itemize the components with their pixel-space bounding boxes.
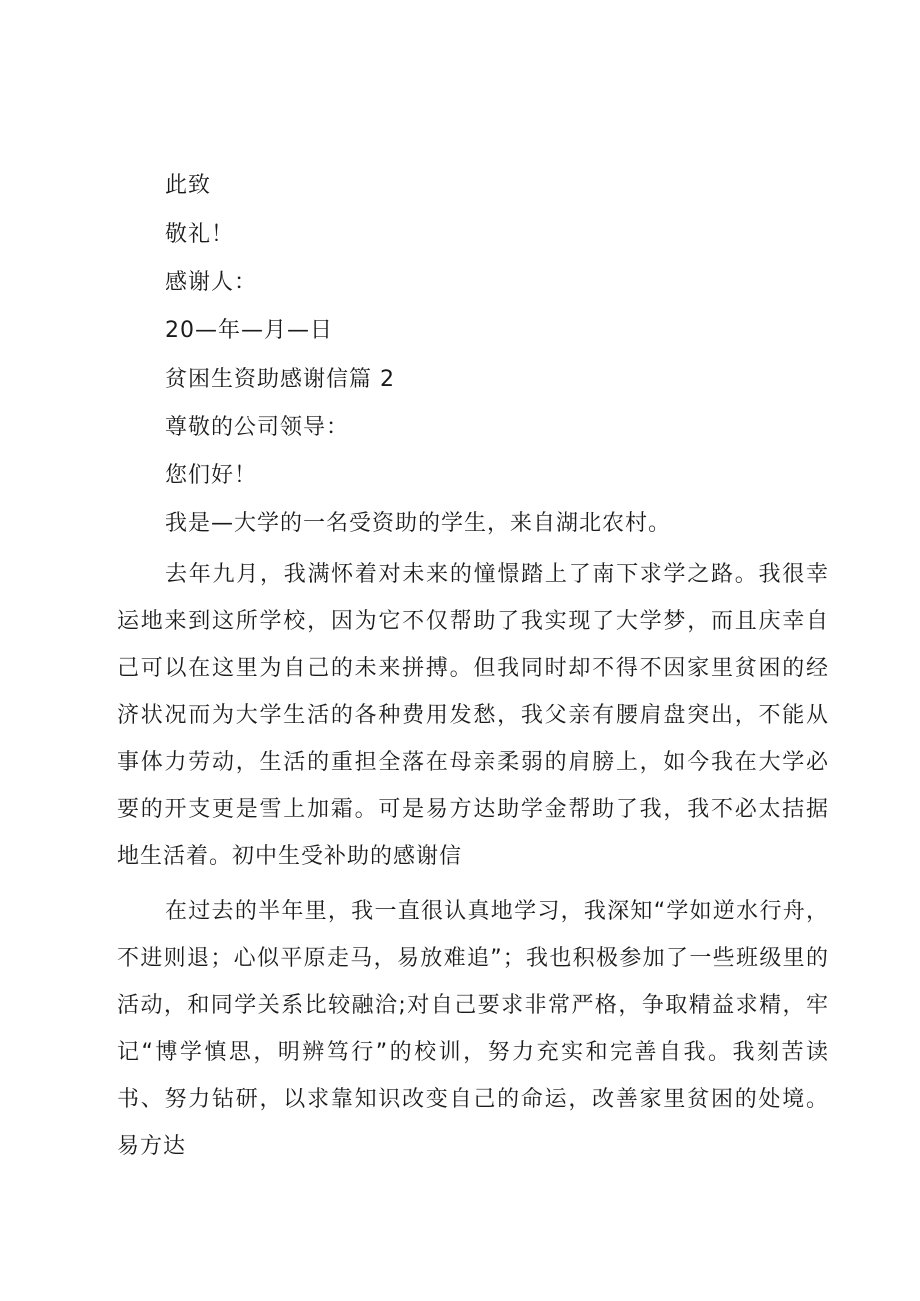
letter-title: 贫困生资助感谢信篇 2: [165, 367, 395, 392]
signer-label: 感谢人：: [165, 270, 258, 295]
body-paragraph-1: 去年九月，我满怀着对未来的憧憬踏上了南下求学之路。我很幸运地来到这所学校，因为它不仅帮助了我实现了大学梦，而且庆幸自己可以在这里为自己的未来拼搏。但我同时却不得不因家里贫困的经济状况而为大学生活的各种费用发愁，我父亲有腰肩盘突出，不能从事体力劳动，生活的重担全落在母亲柔弱的肩膀上，如今我在大学必要的开支更是雪上加霜。可是易方达助学金帮助了我，我不必太拮据地生活着。初中生受补助的感谢信: [117, 562, 829, 869]
greeting-line: 您们好！: [165, 463, 258, 488]
addressee-line: 尊敬的公司领导：: [165, 415, 350, 440]
body-paragraph-2: 在过去的半年里，我一直很认真地学习，我深知“学如逆水行舟，不进则退；心似平原走马，易放难追”；我也积极参加了一些班级里的活动，和同学关系比较融洽;对自己要求非常严格，争取精益求精，牢记“博学慎思，明辨笃行”的校训，努力充实和完善自我。我刻苦读书、努力钻研，以求靠知识改变自己的命运，改善家里贫困的处境。易方达: [117, 899, 829, 1159]
intro-line: 我是—大学的一名受资助的学生，来自湖北农村。: [165, 511, 672, 536]
closing-line: 此致: [165, 173, 212, 198]
salute-line: 敬礼！: [165, 222, 235, 247]
date-line: 20—年—月—日: [165, 318, 333, 343]
